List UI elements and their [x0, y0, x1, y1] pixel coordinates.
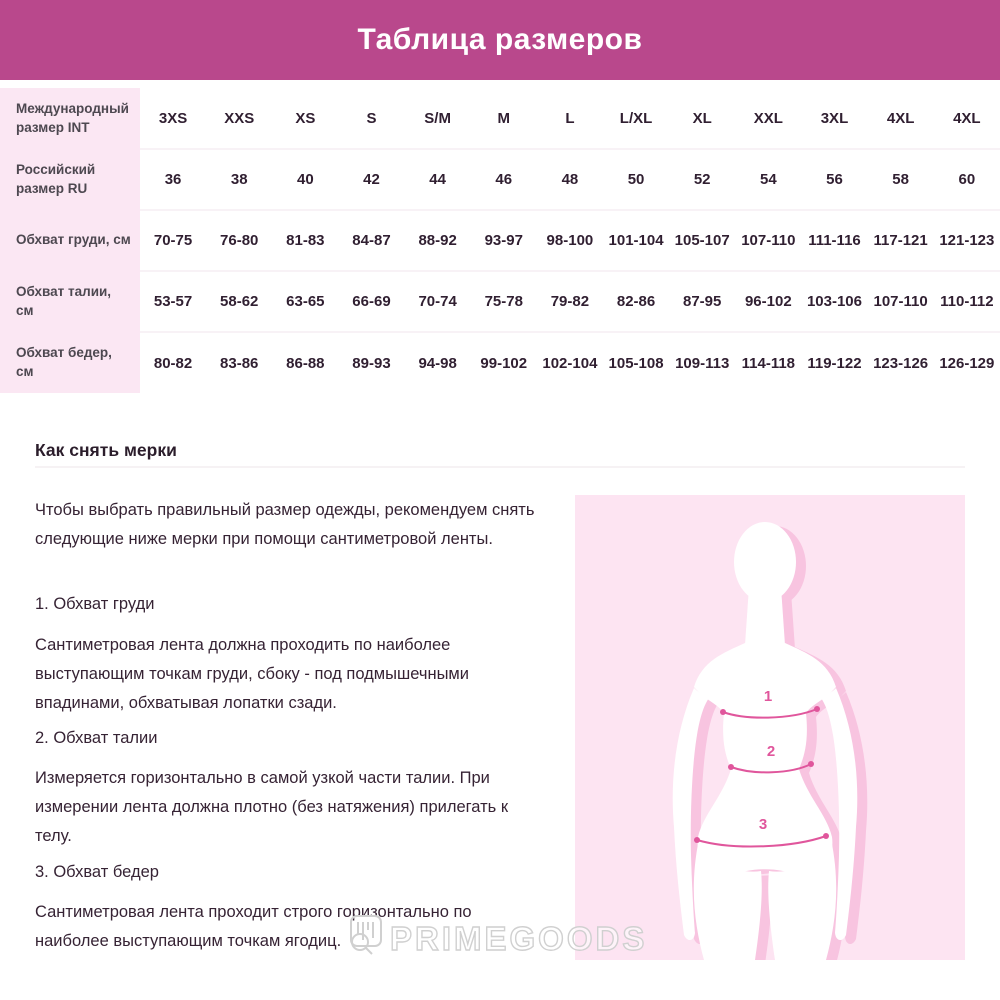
table-cell: 96-102	[735, 271, 801, 332]
table-cell: 63-65	[272, 271, 338, 332]
table-row	[0, 332, 1000, 393]
table-cell: 36	[140, 149, 206, 210]
table-cell: 89-93	[338, 332, 404, 393]
table-cell: 101-104	[603, 210, 669, 271]
table-cell: 102-104	[537, 332, 603, 393]
table-cell: 80-82	[140, 332, 206, 393]
step-2-description: Измеряется горизонтально в самой узкой части талии. При измерении лента должна плотно (без натяжения) прилегать к телу.	[35, 769, 509, 845]
watermark	[348, 906, 668, 966]
table-cell: 66-69	[338, 271, 404, 332]
table-cell: 58	[868, 149, 934, 210]
table-cell: 123-126	[868, 332, 934, 393]
table-cell: 117-121	[868, 210, 934, 271]
table-row	[0, 271, 1000, 332]
row-label: Международный размер INT	[0, 88, 140, 149]
table-cell: XS	[295, 109, 316, 127]
table-cell: 88-92	[405, 210, 471, 271]
step-3-title: 3. Обхват бедер	[35, 863, 159, 881]
table-cell: 121-123	[934, 210, 1000, 271]
barcode-magnifier-icon	[351, 916, 381, 954]
table-cell: 110-112	[934, 271, 1000, 332]
table-cell: 48	[537, 149, 603, 210]
table-row	[0, 88, 1000, 149]
hip-line-label: 3	[758, 816, 768, 833]
table-row	[0, 210, 1000, 271]
page-title-banner	[0, 0, 1000, 80]
step-2-title: 2. Обхват талии	[35, 729, 158, 747]
table-cell: XL	[692, 109, 712, 127]
table-cell: 103-106	[801, 271, 867, 332]
table-cell: 75-78	[471, 271, 537, 332]
body-measurement-illustration	[575, 495, 965, 960]
table-cell: 50	[603, 149, 669, 210]
measure-intro-text: Чтобы выбрать правильный размер одежды, рекомендуем снять следующие ниже мерки при помощи сантиметровой ленты.	[35, 501, 535, 548]
table-cell: 79-82	[537, 271, 603, 332]
table-cell: 82-86	[603, 271, 669, 332]
table-cell: 70-74	[405, 271, 471, 332]
table-cell: 94-98	[405, 332, 471, 393]
section-heading: Как снять мерки	[35, 440, 177, 460]
table-row	[0, 149, 1000, 210]
table-cell: 84-87	[338, 210, 404, 271]
table-cell: XXL	[753, 109, 783, 127]
table-cell: 87-95	[669, 271, 735, 332]
waist-line-label: 2	[766, 743, 776, 760]
table-cell: S/M	[424, 109, 451, 127]
page-title: Таблица размеров	[357, 23, 643, 56]
size-table	[0, 88, 1000, 393]
watermark-text: PRIMEGOODS	[390, 920, 648, 957]
table-cell: 119-122	[801, 332, 867, 393]
table-cell: 76-80	[206, 210, 272, 271]
table-cell: 3XL	[820, 109, 849, 127]
table-cell: 93-97	[471, 210, 537, 271]
table-cell: 44	[405, 149, 471, 210]
table-cell: 105-108	[603, 332, 669, 393]
table-cell: 60	[934, 149, 1000, 210]
table-cell: 53-57	[140, 271, 206, 332]
table-cell: 42	[338, 149, 404, 210]
table-cell: 83-86	[206, 332, 272, 393]
table-cell: 38	[206, 149, 272, 210]
size-table-body	[0, 88, 1000, 393]
table-cell: 86-88	[272, 332, 338, 393]
table-cell: S	[366, 109, 377, 127]
row-label: Обхват груди, см	[0, 210, 140, 271]
table-cell: 126-129	[934, 332, 1000, 393]
step-1-description: Сантиметровая лента должна проходить по наиболее выступающим точкам груди, сбоку - под подмышечными впадинами, обхватывая лопатки сзади.	[35, 636, 469, 712]
table-cell: 98-100	[537, 210, 603, 271]
table-cell: 107-110	[868, 271, 934, 332]
table-cell: 70-75	[140, 210, 206, 271]
table-cell: L	[565, 109, 575, 127]
table-cell: 109-113	[669, 332, 735, 393]
step-3-description: Сантиметровая лента проходит строго горизонтально по наиболее выступающим точкам ягодиц.	[35, 903, 472, 950]
table-cell: 114-118	[735, 332, 801, 393]
row-label: Российский размер RU	[0, 149, 140, 210]
table-cell: 111-116	[801, 210, 867, 271]
section-divider	[35, 466, 965, 468]
table-cell: 81-83	[272, 210, 338, 271]
table-cell: 52	[669, 149, 735, 210]
row-label: Обхват бедер, см	[0, 332, 140, 393]
row-label: Обхват талии, см	[0, 271, 140, 332]
table-cell: M	[497, 109, 511, 127]
table-cell: 56	[801, 149, 867, 210]
table-cell: 107-110	[735, 210, 801, 271]
table-cell: 4XL	[953, 109, 981, 127]
table-cell: 40	[272, 149, 338, 210]
table-cell: L/XL	[619, 109, 653, 127]
table-cell: 99-102	[471, 332, 537, 393]
body-silhouette-figure	[575, 495, 965, 960]
table-cell: XXS	[224, 109, 255, 127]
table-cell: 58-62	[206, 271, 272, 332]
step-1-title: 1. Обхват груди	[35, 595, 155, 613]
table-cell: 105-107	[669, 210, 735, 271]
table-cell: 46	[471, 149, 537, 210]
chest-line-label: 1	[763, 688, 773, 705]
table-cell: 54	[735, 149, 801, 210]
table-cell: 4XL	[886, 109, 915, 127]
table-cell: 3XS	[158, 109, 188, 127]
